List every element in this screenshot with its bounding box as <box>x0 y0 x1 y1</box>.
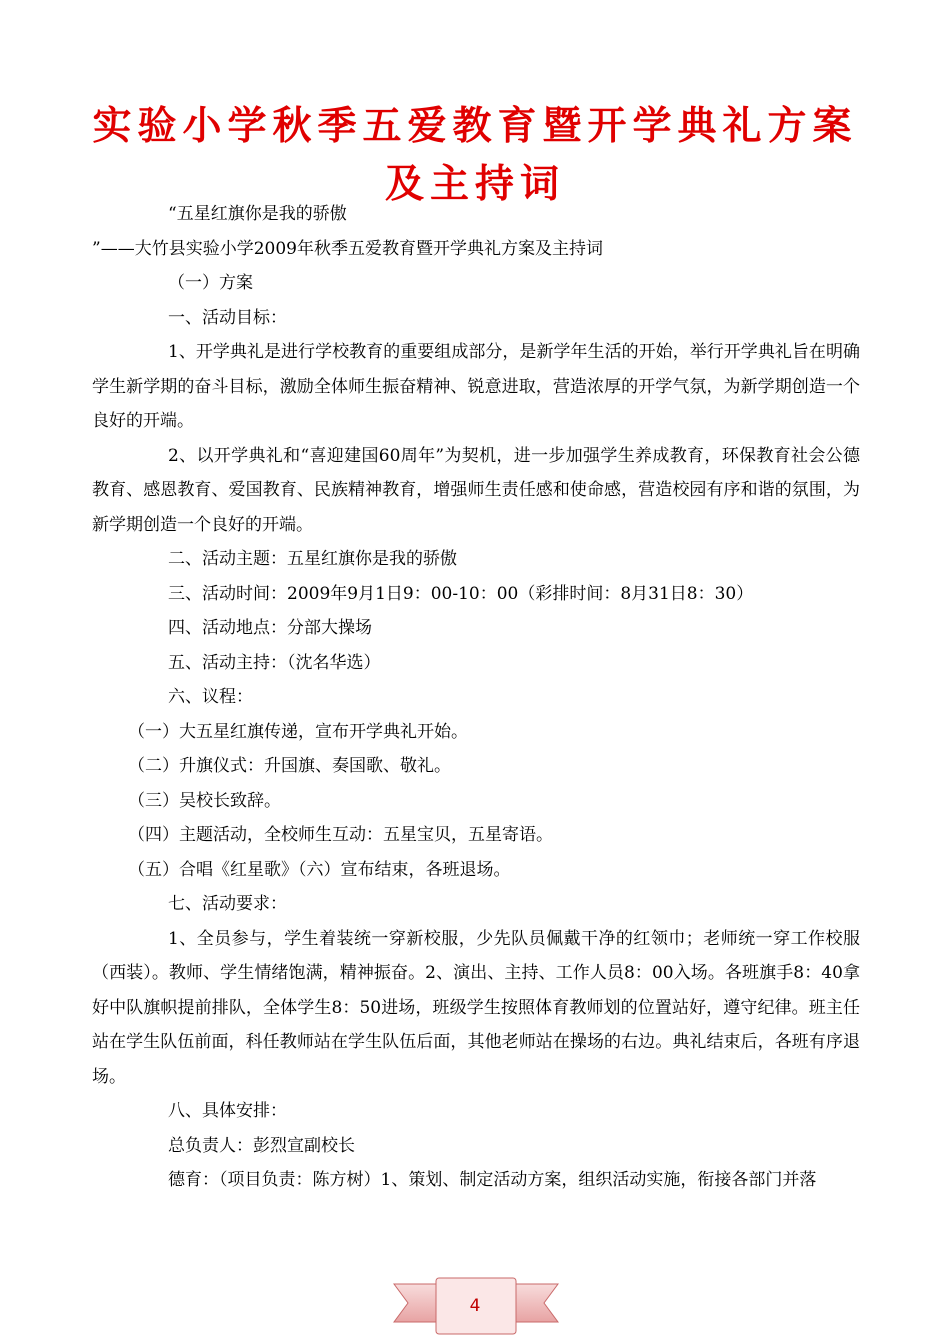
page-title: 实验小学秋季五爱教育暨开学典礼方案及主持词 <box>92 104 858 207</box>
goal-paragraph-1: 1、开学典礼是进行学校教育的重要组成部分，是新学年生活的开始，举行开学典礼旨在明确学生新学期的奋斗目标，激励全体师生振奋精神、锐意进取，营造浓厚的开学气氛，为新学期创造一个良好的开端。 <box>92 342 860 431</box>
person-in-charge: 总负责人：彭烈宣副校长 <box>168 1135 355 1156</box>
agenda-item-1: （一）大五星红旗传递，宣布开学典礼开始。 <box>128 721 468 742</box>
section-plan-heading: （一）方案 <box>168 273 253 293</box>
agenda-item-5: （五）合唱《红星歌》（六）宣布结束，各班退场。 <box>128 859 511 880</box>
heading-activity-goals: 一、活动目标： <box>168 307 287 328</box>
activity-time: 三、活动时间：2009年9月1日9：00-10：00（彩排时间：8月31日8：30） <box>168 583 754 604</box>
heading-requirements: 七、活动要求： <box>168 894 287 914</box>
subtitle-line-1: “五星红旗你是我的骄傲 <box>168 204 347 224</box>
subtitle-line-2: ”——大竹县实验小学2009年秋季五爱教育暨开学典礼方案及主持词 <box>92 238 603 259</box>
document-body <box>92 197 860 1198</box>
heading-agenda: 六、议程： <box>168 687 253 707</box>
requirements-paragraph: 1、全员参与，学生着装统一穿新校服，少先队员佩戴干净的红领巾；老师统一穿工作校服（西装）。教师、学生情绪饱满，精神振奋。2、演出、主持、工作人员8：00入场。各班旗手8：40拿好中队旗帜提前排队，全体学生8：50进场，班级学生按照体育教师划的位置站好，遵守纪律。班主任站在学生队伍前面，科任教师站在学生队伍后面，其他老师站在操场的右边。典礼结束后，各班有序退场。 <box>92 928 860 1087</box>
activity-theme: 二、活动主题：五星红旗你是我的骄傲 <box>168 549 457 569</box>
goal-paragraph-2: 2、以开学典礼和“喜迎建国60周年”为契机，进一步加强学生养成教育，环保教育社会公德教育、感恩教育、爱国教育、民族精神教育，增强师生责任感和使命感，营造校园有序和谐的氛围，为新学期创造一个良好的开端。 <box>92 445 860 535</box>
moral-education-line: 德育：（项目负责：陈方树）1、策划、制定活动方案，组织活动实施，衔接各部门并落 <box>168 1170 817 1190</box>
activity-location: 四、活动地点：分部大操场 <box>168 618 372 638</box>
activity-host: 五、活动主持：（沈名华选） <box>168 652 381 673</box>
agenda-item-3: （三）吴校长致辞。 <box>128 790 281 811</box>
agenda-item-4: （四）主题活动，全校师生互动：五星宝贝，五星寄语。 <box>128 825 553 845</box>
agenda-item-2: （二）升旗仪式：升国旗、奏国歌、敬礼。 <box>128 756 451 776</box>
heading-arrangements: 八、具体安排： <box>168 1101 287 1121</box>
page-number: 4 <box>469 1296 481 1316</box>
